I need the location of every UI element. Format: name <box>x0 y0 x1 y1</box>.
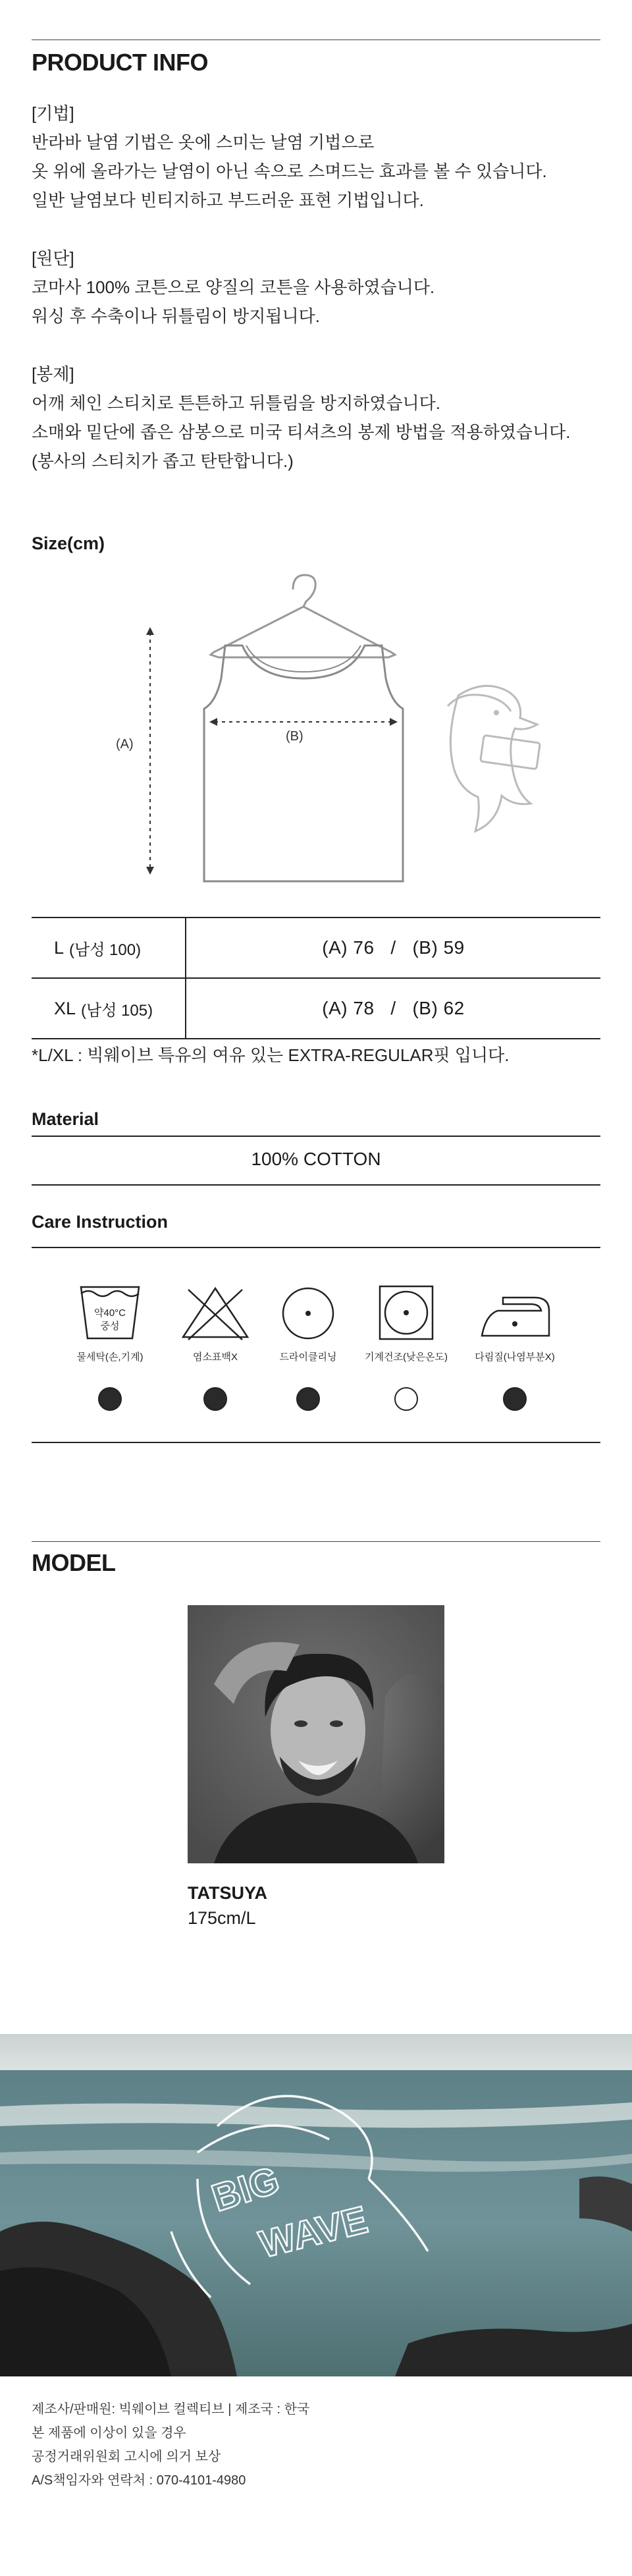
care-item-iron <box>449 1284 581 1411</box>
care-indicator <box>296 1387 320 1411</box>
model-title: MODEL <box>32 1549 116 1576</box>
technique-line: 옷 위에 올라가는 날염이 아닌 속으로 스며드는 효과를 볼 수 있습니다. <box>32 161 547 181</box>
material-title: Material <box>32 1109 99 1129</box>
size-equivalent: (남성 100) <box>69 941 142 959</box>
fabric-line: 워싱 후 수축이나 뒤틀림이 방지됩니다. <box>32 306 320 326</box>
size-title: Size(cm) <box>32 534 105 553</box>
material-value: 100% COTTON <box>251 1149 381 1169</box>
sewing-line: 어깨 체인 스티치로 튼튼하고 뒤틀림을 방지하였습니다. <box>32 393 441 413</box>
technique-line: 일반 날염보다 빈티지하고 부드러운 표현 기법입니다. <box>32 190 424 210</box>
model-divider <box>32 1541 600 1542</box>
wash-detergent-text: 중성 <box>100 1321 120 1332</box>
footer-line-contact: A/S책임자와 연락처 : 070-4101-4980 <box>32 2473 246 2488</box>
sewing-line: 소매와 밑단에 좁은 삼봉으로 미국 티셔츠의 봉제 방법을 적용하였습니다. <box>32 422 571 442</box>
size-measurements: (A) 76 / (B) 59 <box>322 937 465 958</box>
sewing-heading: [봉제] <box>32 364 74 384</box>
size-equivalent: (남성 105) <box>81 1001 153 1020</box>
logo-line-2: WAVE <box>255 2198 372 2266</box>
size-name: XL <box>54 998 76 1018</box>
wash-40-icon <box>78 1284 142 1341</box>
model-size: 175cm/L <box>188 1908 256 1928</box>
size-name: L <box>54 937 65 958</box>
product-info-title: PRODUCT INFO <box>32 49 208 76</box>
iron-icon <box>477 1284 553 1341</box>
wash-temp-text: 약40°C <box>93 1307 126 1319</box>
size-label <box>32 979 186 1038</box>
footer <box>32 2398 309 2492</box>
size-label <box>32 918 186 977</box>
material-divider-bottom <box>32 1184 600 1186</box>
model-name: TATSUYA <box>188 1883 268 1903</box>
footer-line-compensation: 공정거래위원회 고시에 의거 보상 <box>32 2450 221 2464</box>
care-divider-bottom <box>32 1442 600 1443</box>
table-row <box>32 918 600 979</box>
label-a: (A) <box>116 737 134 752</box>
brand-banner-image <box>0 2034 632 2376</box>
model-photo <box>188 1605 444 1863</box>
dry-clean-icon <box>280 1284 336 1341</box>
fabric-heading: [원단] <box>32 248 74 268</box>
care-title: Care Instruction <box>32 1212 169 1232</box>
care-caption: 드라이클리닝 <box>279 1352 337 1363</box>
sewing-line: (봉사의 스티치가 좁고 탄탄합니다.) <box>32 451 294 471</box>
care-indicator <box>503 1387 527 1411</box>
footer-line-maker: 제조사/판매원: 빅웨이브 컬렉티브 | 제조국 : 한국 <box>32 2402 310 2417</box>
size-diagram <box>105 566 553 889</box>
model-portrait-image <box>188 1605 444 1863</box>
care-caption: 물세탁(손,기계) <box>76 1352 144 1363</box>
care-caption: 기계건조(낮은온도) <box>365 1352 448 1363</box>
table-row <box>32 979 600 1039</box>
fabric-line: 코마사 100% 코튼으로 양질의 코튼을 사용하였습니다. <box>32 277 435 297</box>
fit-note: *L/XL : 빅웨이브 특유의 여유 있는 EXTRA-REGULAR핏 입니다. <box>32 1045 510 1065</box>
label-b: (B) <box>286 729 303 744</box>
material-divider-top <box>32 1136 600 1137</box>
technique-line: 반라바 날염 기법은 옷에 스미는 날염 기법으로 <box>32 132 375 152</box>
sea-photo <box>0 2034 632 2376</box>
care-divider-top <box>32 1247 600 1248</box>
tumble-dry-icon <box>378 1284 434 1341</box>
care-indicator <box>394 1387 418 1411</box>
care-indicator <box>98 1387 122 1411</box>
width-arrow <box>209 718 398 726</box>
size-measurements: (A) 78 / (B) 62 <box>322 998 465 1018</box>
logo-line-1: BIG <box>206 2158 285 2220</box>
no-bleach-icon <box>179 1284 251 1341</box>
length-arrow <box>146 627 154 875</box>
size-table <box>32 917 600 1039</box>
dolphin-mascot-icon <box>448 686 540 831</box>
care-indicator <box>203 1387 227 1411</box>
technique-heading: [기법] <box>32 103 74 123</box>
care-caption: 다림질(나염부분X) <box>475 1352 555 1363</box>
tank-top-icon <box>204 645 403 881</box>
footer-line-defect: 본 제품에 이상이 있을 경우 <box>32 2426 186 2440</box>
product-info-body <box>32 99 600 476</box>
care-caption: 염소표백X <box>193 1352 238 1363</box>
